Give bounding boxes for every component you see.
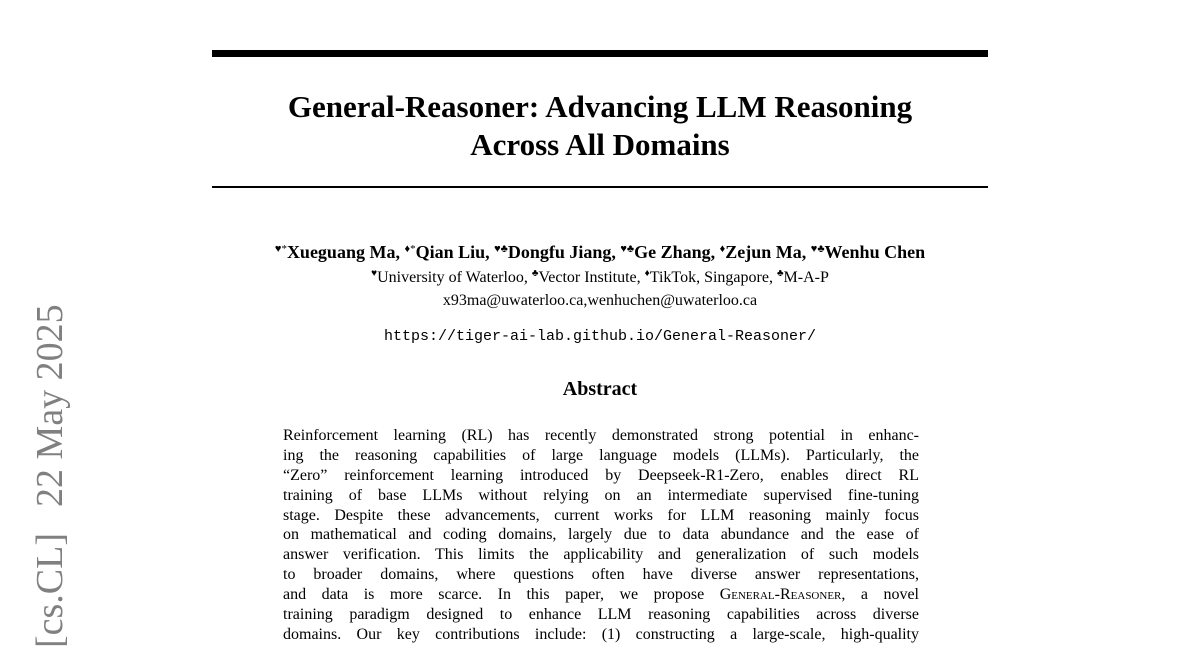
abstract-line bbox=[283, 585, 919, 605]
author-name: Xueguang Ma, bbox=[286, 242, 400, 262]
author-name: Dongfu Jiang, bbox=[507, 242, 616, 262]
title-line-2: Across All Domains bbox=[470, 127, 730, 162]
affiliation-mark: ♣ bbox=[776, 268, 784, 279]
abstract-line: training of base LLMs without relying on an intermediate supervised fine-tuning bbox=[283, 486, 919, 504]
author-mark: ♥* bbox=[274, 243, 287, 255]
abstract-line: on mathematical and coding domains, largely due to data abundance and the ease of bbox=[283, 526, 919, 544]
abstract-line: answer verification. This limits the applicability and generalization of such models bbox=[283, 546, 919, 564]
abstract-body bbox=[283, 426, 919, 645]
system-name: General-Reasoner bbox=[719, 586, 842, 604]
author-mark: ♥♣ bbox=[620, 243, 635, 255]
author-mark: ♦* bbox=[404, 243, 416, 255]
abstract-heading: Abstract bbox=[562, 378, 638, 400]
author-mark: ♥♣ bbox=[810, 243, 825, 255]
abstract-line: to broader domains, where questions often have diverse answer representations, bbox=[283, 566, 919, 584]
affiliation-mark: ♦ bbox=[644, 268, 650, 279]
contact-email: x93ma@uwaterloo.ca,wenhuchen@uwaterloo.ca bbox=[442, 292, 758, 309]
abstract-line: ing the reasoning capabilities of large language models (LLMs). Particularly, the bbox=[283, 446, 919, 464]
affiliation-name: Vector Institute, bbox=[538, 269, 641, 286]
author-list bbox=[200, 240, 1000, 264]
author-mark: ♦ bbox=[719, 243, 726, 255]
abstract-line: training paradigm designed to enhance LLM reasoning capabilities across diverse bbox=[283, 606, 919, 624]
abstract-text: , a novel bbox=[841, 586, 919, 604]
title-line-1: General-Reasoner: Advancing LLM Reasoning bbox=[287, 89, 913, 124]
affiliation-list bbox=[200, 267, 1000, 289]
author-name: Wenhu Chen bbox=[824, 242, 926, 262]
abstract-text: and data is more scarce. In this paper, we propose bbox=[283, 586, 720, 604]
affiliation-mark: ♣ bbox=[531, 268, 539, 279]
affiliation-name: University of Waterloo, bbox=[377, 269, 528, 286]
author-name: Zejun Ma, bbox=[725, 242, 807, 262]
abstract-line: “Zero” reinforcement learning introduced by Deepseek-R1-Zero, enables direct RL bbox=[283, 466, 919, 484]
author-name: Ge Zhang, bbox=[634, 242, 716, 262]
abstract-line: Reinforcement learning (RL) has recently demonstrated strong potential in enhanc- bbox=[283, 427, 919, 444]
title-top-rule bbox=[212, 50, 988, 57]
affiliation-name: TikTok, Singapore, bbox=[649, 269, 773, 286]
affiliation-name: M-A-P bbox=[783, 269, 829, 286]
arxiv-stamp bbox=[28, 304, 72, 648]
title-bottom-rule bbox=[212, 186, 988, 188]
paper-title bbox=[212, 88, 988, 164]
project-url[interactable]: https://tiger-ai-lab.github.io/General-Reasoner/ bbox=[383, 328, 817, 345]
abstract-line: stage. Despite these advancements, current works for LLM reasoning mainly focus bbox=[283, 506, 919, 524]
abstract-line: domains. Our key contributions include: (1) constructing a large-scale, high-quality bbox=[283, 625, 919, 643]
arxiv-category: [cs.CL] bbox=[29, 532, 71, 648]
affiliation-mark: ♥ bbox=[371, 268, 378, 279]
author-mark: ♥♣ bbox=[494, 243, 508, 255]
author-name: Qian Liu, bbox=[415, 242, 490, 262]
arxiv-date: 22 May 2025 bbox=[29, 304, 71, 507]
